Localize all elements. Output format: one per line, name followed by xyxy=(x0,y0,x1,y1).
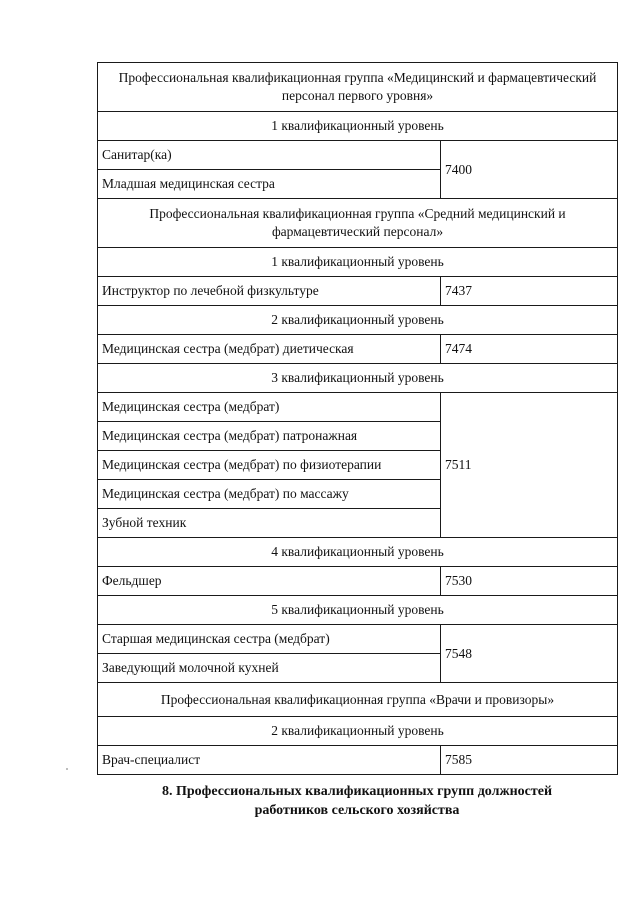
position-name: Санитар(ка) xyxy=(98,141,441,170)
section-heading-line: работников сельского хозяйства xyxy=(254,802,460,818)
section-heading xyxy=(97,783,617,821)
position-row xyxy=(98,625,618,654)
position-name: Медицинская сестра (медбрат) xyxy=(98,393,441,422)
position-row xyxy=(98,567,618,596)
level-label: 1 квалификационный уровень xyxy=(98,112,618,141)
level-row xyxy=(98,248,618,277)
section-heading-line: 8. Профессиональных квалификационных групп должностей xyxy=(161,784,553,799)
salary-code: 7400 xyxy=(441,141,618,199)
position-name: Медицинская сестра (медбрат) диетическая xyxy=(98,335,441,364)
group-row xyxy=(98,199,618,248)
salary-code: 7530 xyxy=(441,567,618,596)
position-name: Младшая медицинская сестра xyxy=(98,170,441,199)
group-title: Профессиональная квалификационная группа «Средний медицинский и фармацевтический персонал» xyxy=(98,199,618,248)
position-row xyxy=(98,335,618,364)
level-row xyxy=(98,364,618,393)
salary-code: 7474 xyxy=(441,335,618,364)
level-row xyxy=(98,306,618,335)
salary-code: 7511 xyxy=(441,393,618,538)
level-row xyxy=(98,717,618,746)
level-label: 4 квалификационный уровень xyxy=(98,538,618,567)
position-name: Старшая медицинская сестра (медбрат) xyxy=(98,625,441,654)
group-row xyxy=(98,683,618,717)
position-name: Медицинская сестра (медбрат) по физиотерапии xyxy=(98,451,441,480)
level-label: 2 квалификационный уровень xyxy=(98,306,618,335)
group-title: Профессиональная квалификационная группа «Врачи и провизоры» xyxy=(98,683,618,717)
level-row xyxy=(98,112,618,141)
position-row xyxy=(98,277,618,306)
salary-code: 7437 xyxy=(441,277,618,306)
position-name: Медицинская сестра (медбрат) патронажная xyxy=(98,422,441,451)
qualification-table xyxy=(97,62,618,775)
group-row xyxy=(98,63,618,112)
salary-code: 7548 xyxy=(441,625,618,683)
level-label: 3 квалификационный уровень xyxy=(98,364,618,393)
position-name: Врач-специалист xyxy=(98,746,441,775)
position-name: Зубной техник xyxy=(98,509,441,538)
position-row xyxy=(98,746,618,775)
level-label: 5 квалификационный уровень xyxy=(98,596,618,625)
level-label: 1 квалификационный уровень xyxy=(98,248,618,277)
position-name: Заведующий молочной кухней xyxy=(98,654,441,683)
position-name: Медицинская сестра (медбрат) по массажу xyxy=(98,480,441,509)
scan-speck xyxy=(66,768,68,770)
level-row xyxy=(98,596,618,625)
position-name: Фельдшер xyxy=(98,567,441,596)
position-name: Инструктор по лечебной физкультуре xyxy=(98,277,441,306)
position-row xyxy=(98,393,618,422)
group-title: Профессиональная квалификационная группа «Медицинский и фармацевтический персонал первого уровня» xyxy=(98,63,618,112)
level-row xyxy=(98,538,618,567)
salary-code: 7585 xyxy=(441,746,618,775)
position-row xyxy=(98,141,618,170)
level-label: 2 квалификационный уровень xyxy=(98,717,618,746)
